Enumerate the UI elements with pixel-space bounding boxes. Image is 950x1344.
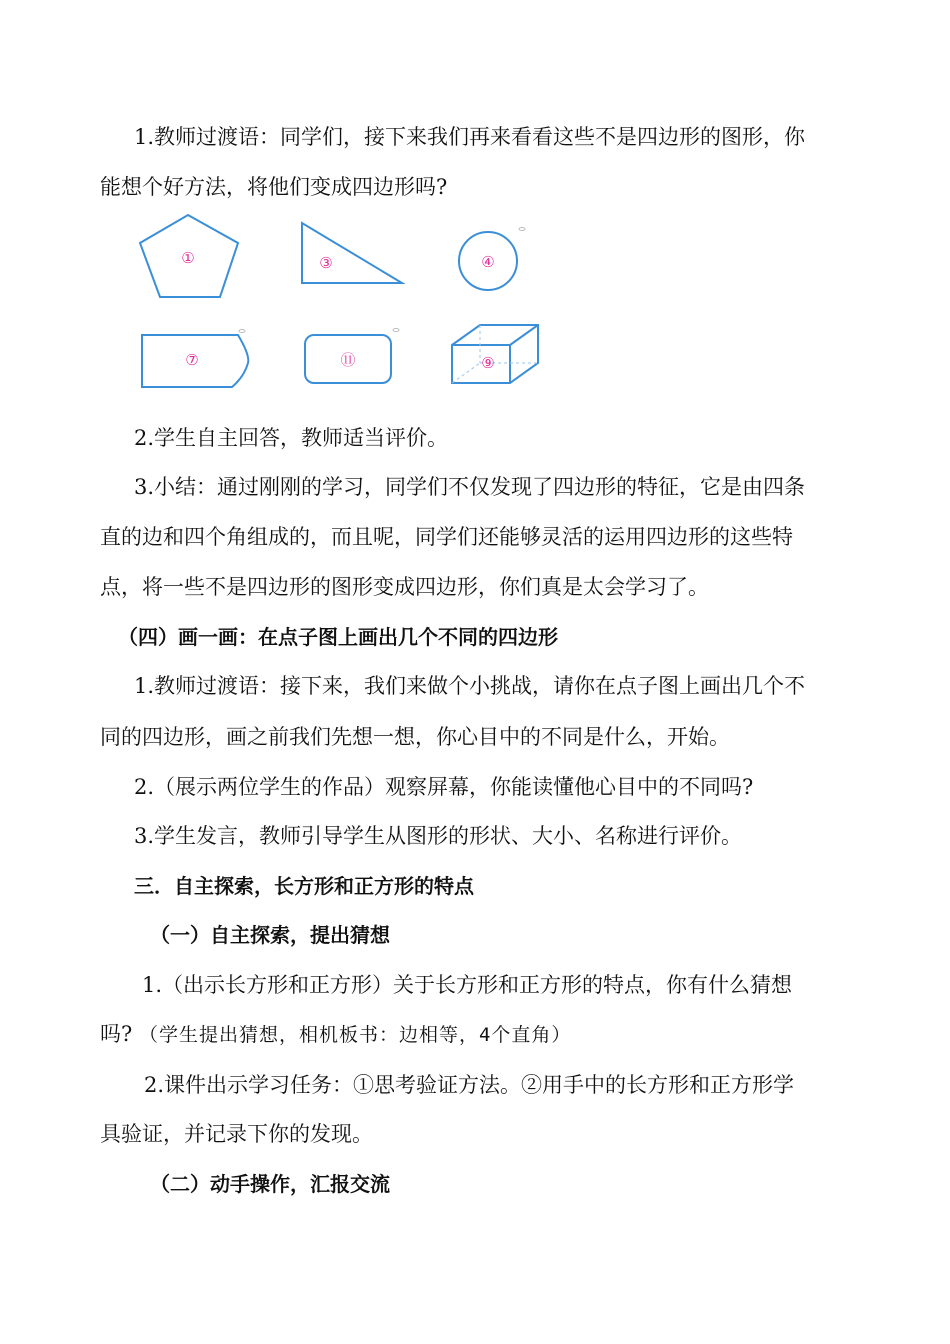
paragraph-summary-line1: 3.小结：通过刚刚的学习，同学们不仅发现了四边形的特征，它是由四条 (134, 475, 806, 499)
heading-subsection-two: （二）动手操作，汇报交流 (150, 1172, 390, 1196)
heading-section-three: 三．自主探索，长方形和正方形的特点 (134, 874, 474, 898)
right-triangle-icon (302, 223, 402, 283)
paragraph-guess-question: 吗? (100, 1022, 139, 1046)
cuboid-icon (452, 325, 538, 383)
shape-label: ⑪ (340, 351, 356, 369)
paragraph-evaluate: 3.学生发言，教师引导学生从图形的形状、大小、名称进行评价。 (134, 824, 743, 848)
shape-label: ⑦ (185, 351, 199, 369)
paragraph-summary-line2: 直的边和四个角组成的，而且呢，同学们还能够灵活的运用四边形的这些特 (100, 525, 793, 549)
paragraph-guess-line1: 1.（出示长方形和正方形）关于长方形和正方形的特点，你有什么猜想 (142, 973, 793, 997)
paragraph-transition-line1: 1.教师过渡语：同学们，接下来我们再来看看这些不是四边形的图形，你 (134, 125, 806, 149)
shape-label: ⑨ (481, 354, 495, 372)
paragraph-summary-line3: 点，将一些不是四边形的图形变成四边形，你们真是太会学习了。 (100, 575, 709, 599)
paragraph-guess-note: （学生提出猜想，相机板书：边相等，4个直角） (138, 1024, 572, 1046)
shape-label: ③ (319, 254, 333, 272)
rounded-arrow-rectangle-icon (142, 330, 248, 388)
pentagon-icon (140, 215, 238, 297)
paragraph-show-works: 2.（展示两位学生的作品）观察屏幕，你能读懂他心目中的不同吗? (134, 775, 754, 799)
paragraph-answer: 2.学生自主回答，教师适当评价。 (134, 426, 449, 450)
paragraph-guess-line2 (100, 1024, 571, 1045)
circle-icon (459, 228, 525, 291)
heading-draw: （四）画一画：在点子图上画出几个不同的四边形 (118, 625, 558, 649)
shape-label: ① (181, 249, 195, 267)
heading-subsection-one: （一）自主探索，提出猜想 (150, 923, 390, 947)
paragraph-task-line2: 具验证，并记录下你的发现。 (100, 1122, 373, 1146)
rounded-rectangle-icon (305, 329, 399, 384)
shape-label: ④ (481, 253, 495, 271)
paragraph-task-line1: 2.课件出示学习任务：①思考验证方法。②用手中的长方形和正方形学 (144, 1073, 795, 1097)
shapes-figure (130, 205, 550, 400)
paragraph-transition-line2: 能想个好方法，将他们变成四边形吗? (100, 175, 448, 199)
paragraph-challenge-line2: 同的四边形，画之前我们先想一想，你心目中的不同是什么，开始。 (100, 725, 730, 749)
paragraph-challenge-line1: 1.教师过渡语：接下来，我们来做个小挑战，请你在点子图上画出几个不 (134, 674, 806, 698)
